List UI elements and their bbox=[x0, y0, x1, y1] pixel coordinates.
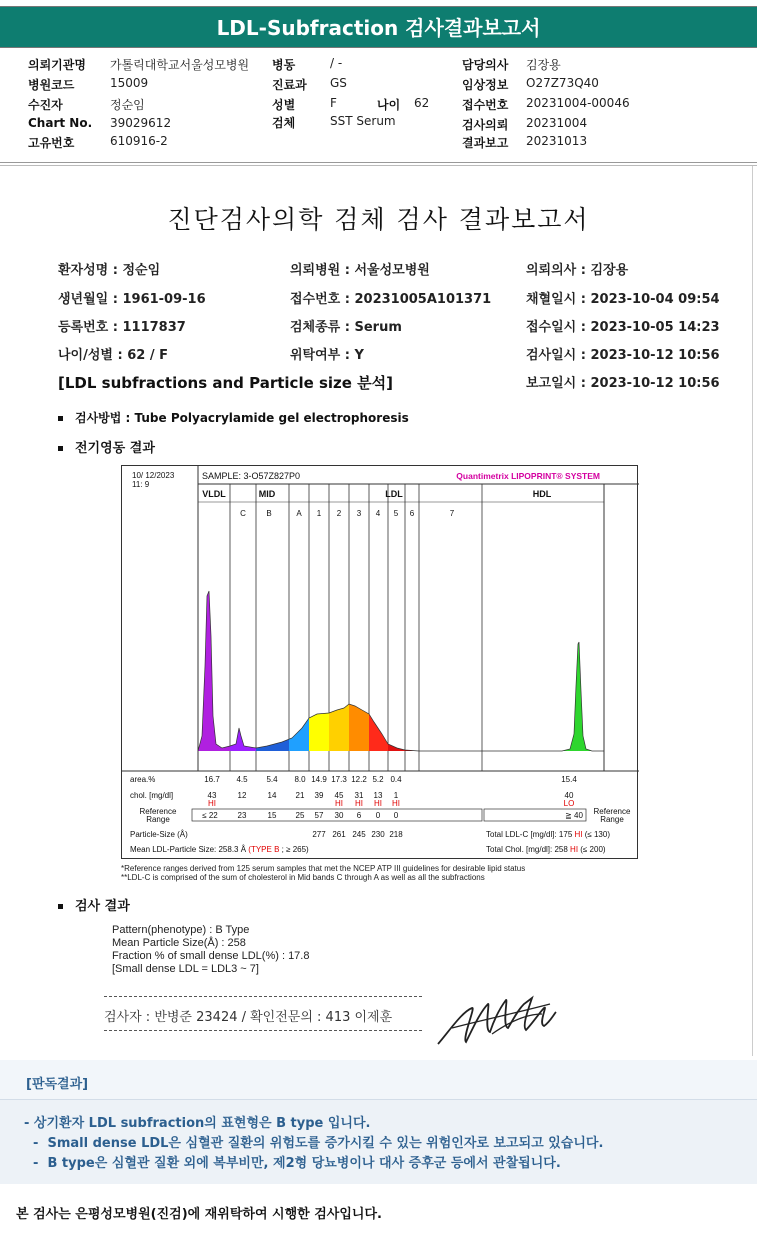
request-date-value: 20231004 bbox=[526, 116, 588, 130]
ps-value: 277 bbox=[312, 830, 326, 839]
method-text: 검사방법 : Tube Polyacrylamide gel electrophoresis bbox=[75, 411, 409, 425]
ref-value: 57 bbox=[314, 811, 324, 820]
group-label: LDL bbox=[385, 489, 403, 499]
chart-no-label: Chart No. bbox=[28, 116, 93, 130]
chol-value: 45 bbox=[334, 791, 344, 800]
signature-icon bbox=[432, 990, 562, 1052]
age-label: 나이 bbox=[377, 98, 401, 112]
report-date-value: 20231013 bbox=[526, 134, 588, 148]
electrophoresis-curve bbox=[198, 591, 604, 751]
receipt-no-label: 접수번호 bbox=[462, 98, 509, 112]
total-chol-line: Total Chol. [mg/dl]: 258 HI (≤ 200) bbox=[486, 845, 606, 854]
result-pattern: Pattern(phenotype) : B Type bbox=[112, 924, 250, 936]
dept-value: GS bbox=[330, 76, 347, 90]
chol-value: 39 bbox=[314, 791, 324, 800]
interpretation-title: [판독결과] bbox=[26, 1077, 89, 1092]
clinical-info-value: O27Z73Q40 bbox=[526, 76, 599, 90]
test-datetime: 검사일시 : 2023-10-12 10:56 bbox=[526, 348, 720, 363]
sign-divider-top bbox=[104, 996, 422, 997]
electro-line bbox=[58, 437, 155, 456]
band-label: 4 bbox=[375, 509, 381, 518]
group-label: VLDL bbox=[202, 489, 226, 499]
chol-value: 31 bbox=[354, 791, 364, 800]
ref-value: 25 bbox=[295, 811, 305, 820]
age-value: 62 bbox=[414, 96, 430, 110]
footer-note: 본 검사는 은평성모병원(진검)에 재위탁하여 시행한 검사입니다. bbox=[16, 1207, 382, 1222]
interpretation-line-3: - B type은 심혈관 질환 외에 복부비만, 제2형 당뇨병이나 대사 증후군 등에서 관찰됩니다. bbox=[24, 1156, 561, 1171]
band-label: 1 bbox=[316, 509, 322, 518]
req-hospital: 의뢰병원 : 서울성모병원 bbox=[290, 263, 430, 278]
group-label: HDL bbox=[532, 489, 552, 499]
chart-svg bbox=[122, 466, 639, 860]
ps-value: 245 bbox=[352, 830, 366, 839]
birth-date: 생년월일 : 1961-09-16 bbox=[58, 292, 206, 307]
age-sex: 나이/성별 : 62 / F bbox=[58, 348, 169, 363]
chol-flag: HI bbox=[374, 799, 382, 808]
result-small-dense: [Small dense LDL = LDL3 ~ 7] bbox=[112, 963, 259, 975]
ref-value: 15 bbox=[267, 811, 277, 820]
ref-value: 23 bbox=[237, 811, 247, 820]
chol-flag: HI bbox=[392, 799, 400, 808]
interpretation-line-2: - Small dense LDL은 심혈관 질환의 위험도를 증가시킬 수 있는 위험인자로 보고되고 있습니다. bbox=[24, 1136, 604, 1151]
band-area bbox=[289, 718, 309, 751]
note-2: **LDL-C is comprised of the sum of cholesterol in Mid bands C through A as well as all the subfractions bbox=[121, 873, 485, 882]
area-value: 17.3 bbox=[331, 775, 347, 784]
report-datetime: 보고일시 : 2023-10-12 10:56 bbox=[526, 376, 720, 391]
outsourced: 위탁여부 : Y bbox=[290, 348, 364, 363]
ref-value: 6 bbox=[356, 811, 362, 820]
chol-value: 1 bbox=[393, 791, 399, 800]
doctor-value: 김장용 bbox=[526, 58, 561, 72]
interpretation-header bbox=[0, 1060, 757, 1100]
area-value: 15.4 bbox=[561, 775, 577, 784]
ps-value: 230 bbox=[371, 830, 385, 839]
bullet-icon bbox=[58, 446, 63, 451]
band-label: B bbox=[266, 509, 272, 518]
note-1: *Reference ranges derived from 125 serum samples that met the NCEP ATP III guidelines for desirable lipid status bbox=[121, 864, 526, 873]
result-line bbox=[58, 895, 130, 914]
ref-right-label: Reference bbox=[593, 807, 631, 816]
ref-value: ≧ 40 bbox=[565, 811, 583, 820]
ps-row-label: Particle-Size (Å) bbox=[130, 830, 188, 839]
band-labels bbox=[198, 489, 604, 518]
ref-value: 0 bbox=[393, 811, 399, 820]
ps-value: 261 bbox=[332, 830, 346, 839]
ref-row-label-2: Range bbox=[146, 815, 170, 824]
doctor-label: 담당의사 bbox=[462, 58, 509, 72]
unique-no-label: 고유번호 bbox=[28, 136, 75, 150]
area-value: 8.0 bbox=[294, 775, 306, 784]
ref-row-label: Reference bbox=[139, 807, 177, 816]
receipt-no-value: 20231004-00046 bbox=[526, 96, 630, 110]
specimen-type: 검체종류 : Serum bbox=[290, 320, 402, 335]
document-title: 진단검사의학 검체 검사 결과보고서 bbox=[167, 205, 590, 234]
chol-flag: LO bbox=[563, 799, 575, 808]
result-mean-size: Mean Particle Size(Å) : 258 bbox=[112, 937, 246, 949]
patient-value: 정순임 bbox=[110, 98, 145, 112]
sex-label: 성별 bbox=[272, 98, 296, 112]
result-title: 검사 결과 bbox=[75, 899, 130, 914]
registration-number: 등록번호 : 1117837 bbox=[58, 320, 186, 335]
chol-value: 43 bbox=[207, 791, 217, 800]
band-area bbox=[329, 704, 349, 751]
hospital-code-value: 15009 bbox=[110, 76, 149, 90]
band-label: 5 bbox=[393, 509, 399, 518]
electro-title: 전기영동 결과 bbox=[75, 441, 155, 456]
report-title-bar bbox=[0, 6, 757, 48]
band-area bbox=[349, 704, 369, 751]
report-date-label: 결과보고 bbox=[462, 136, 509, 150]
chart-sample: SAMPLE: 3-O57Z827P0 bbox=[202, 471, 301, 481]
chol-value: 14 bbox=[267, 791, 277, 800]
area-value: 5.4 bbox=[266, 775, 278, 784]
band-area bbox=[309, 713, 329, 751]
hospital-value: 가톨릭대학교서울성모병원 bbox=[110, 58, 250, 72]
curve-outline bbox=[198, 591, 604, 751]
chart-date: 10/ 12/2023 bbox=[132, 471, 175, 480]
collection-datetime: 채혈일시 : 2023-10-04 09:54 bbox=[526, 292, 720, 307]
patient-name: 환자성명 : 정순임 bbox=[58, 263, 161, 278]
unique-no-value: 610916-2 bbox=[110, 134, 168, 148]
analysis-section-title: [LDL subfractions and Particle size 분석] bbox=[58, 374, 394, 392]
chol-flag: HI bbox=[208, 799, 216, 808]
lipoprint-chart bbox=[121, 465, 638, 859]
area-row-label: area.% bbox=[130, 775, 156, 784]
chol-value: 13 bbox=[373, 791, 383, 800]
bullet-icon bbox=[58, 904, 63, 909]
chol-row-label: chol. [mg/dl] bbox=[130, 791, 174, 800]
area-value: 4.5 bbox=[236, 775, 248, 784]
chol-flag: HI bbox=[335, 799, 343, 808]
sign-divider-bottom bbox=[104, 1030, 422, 1031]
chol-value: 40 bbox=[564, 791, 574, 800]
sex-value: F bbox=[330, 96, 337, 110]
result-fraction: Fraction % of small dense LDL(%) : 17.8 bbox=[112, 950, 310, 962]
ward-label: 병동 bbox=[272, 58, 296, 72]
chart-table bbox=[130, 775, 631, 854]
interpretation-line-1: - 상기환자 LDL subfraction의 표현형은 B type 입니다. bbox=[24, 1116, 371, 1131]
dept-label: 진료과 bbox=[272, 78, 307, 92]
clinical-info-label: 임상정보 bbox=[462, 78, 509, 92]
total-ldl-line: Total LDL-C [mg/dl]: 175 HI (≤ 130) bbox=[486, 830, 610, 839]
chart-time: 11: 9 bbox=[132, 480, 150, 489]
ps-value: 218 bbox=[389, 830, 403, 839]
band-label: 7 bbox=[449, 509, 455, 518]
bullet-icon bbox=[58, 416, 63, 421]
area-value: 5.2 bbox=[372, 775, 384, 784]
chol-value: 21 bbox=[295, 791, 305, 800]
ward-value: / - bbox=[330, 56, 343, 70]
band-label: 6 bbox=[409, 509, 415, 518]
req-doctor: 의뢰의사 : 김장용 bbox=[526, 263, 629, 278]
report-title: LDL-Subfraction 검사결과보고서 bbox=[216, 16, 541, 40]
band-label: C bbox=[240, 509, 246, 518]
receipt-datetime: 접수일시 : 2023-10-05 14:23 bbox=[526, 320, 720, 335]
area-value: 12.2 bbox=[351, 775, 367, 784]
hospital-code-label: 병원코드 bbox=[28, 78, 75, 92]
area-value: 14.9 bbox=[311, 775, 327, 784]
chart-title: Quantimetrix LIPOPRINT® SYSTEM bbox=[456, 471, 600, 481]
band-label: 3 bbox=[356, 509, 362, 518]
page-edge bbox=[752, 166, 753, 1056]
patient-label: 수진자 bbox=[28, 98, 63, 112]
mean-size-line: Mean LDL-Particle Size: 258.3 Å (TYPE B ; ≥ 265) bbox=[130, 845, 309, 854]
header-divider bbox=[0, 162, 757, 166]
area-value: 0.4 bbox=[390, 775, 402, 784]
chart-no-value: 39029612 bbox=[110, 116, 172, 130]
group-label: MID bbox=[258, 489, 276, 499]
ref-value: ≤ 22 bbox=[202, 811, 218, 820]
specimen-label: 검체 bbox=[272, 116, 296, 130]
method-line bbox=[58, 409, 409, 426]
chol-flag: HI bbox=[355, 799, 363, 808]
ref-value: 30 bbox=[334, 811, 344, 820]
area-value: 16.7 bbox=[204, 775, 220, 784]
band-label: 2 bbox=[336, 509, 342, 518]
inspector-line: 검사자 : 반병준 23424 / 확인전문의 : 413 이제훈 bbox=[104, 1010, 393, 1025]
ref-value: 0 bbox=[375, 811, 381, 820]
receipt-number: 접수번호 : 20231005A101371 bbox=[290, 292, 492, 307]
hospital-label: 의뢰기관명 bbox=[28, 58, 86, 72]
request-date-label: 검사의뢰 bbox=[462, 118, 509, 132]
band-label: A bbox=[296, 509, 302, 518]
ref-right-label-2: Range bbox=[600, 815, 624, 824]
specimen-value: SST Serum bbox=[330, 114, 396, 128]
chol-value: 12 bbox=[237, 791, 247, 800]
band-area bbox=[369, 714, 388, 751]
